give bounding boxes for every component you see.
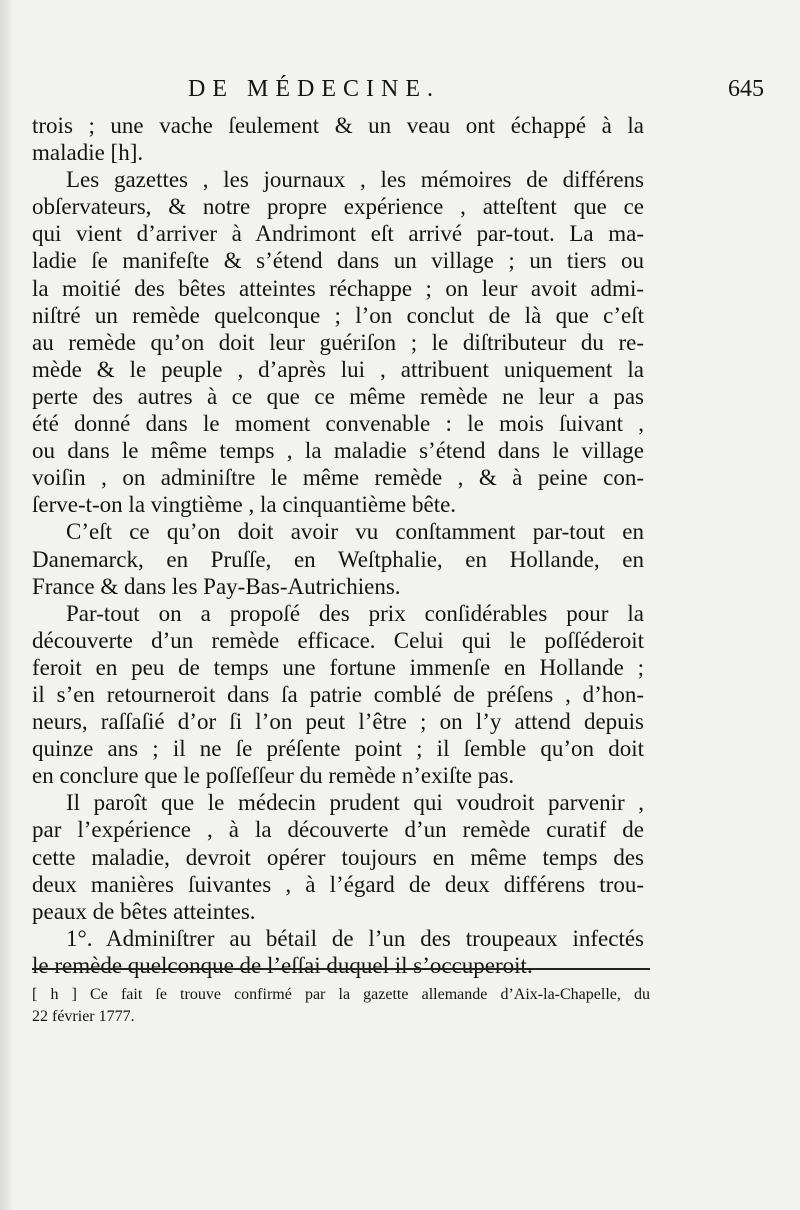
text-line: France & dans les Pay-Bas-Autrichiens. bbox=[32, 573, 401, 599]
text-line: neurs, raſſaſié d’or ſi l’on peut l’être ; on l’y attend depuis bbox=[32, 709, 644, 735]
running-head bbox=[30, 76, 792, 108]
footnote-line: 22 février 1777. bbox=[32, 1008, 135, 1025]
text-line: ſerve-t-on la vingtième , la cinquantième bête. bbox=[32, 492, 457, 518]
body-text bbox=[32, 112, 644, 979]
text-line: mède & le peuple , d’après lui , attribuent uniquement la bbox=[32, 356, 644, 382]
text-line: trois ; une vache ſeulement & un veau ont échappé à la bbox=[32, 113, 644, 138]
text-line: Les gazettes , les journaux , les mémoires de différens bbox=[66, 167, 644, 193]
text-line: la moitié des bêtes atteintes réchappe ; on leur avoit admi- bbox=[32, 275, 644, 301]
text-line: peaux de bêtes atteintes. bbox=[32, 898, 256, 924]
footnote-rule bbox=[32, 968, 650, 970]
text-line: il s’en retourneroit dans ſa patrie comblé de préſens , d’hon- bbox=[32, 681, 644, 707]
footnote bbox=[32, 984, 650, 1028]
text-line: 1°. Adminiſtrer au bétail de l’un des troupeaux infectés bbox=[66, 925, 644, 951]
text-line: le remède quelconque de l’eſſai duquel il s’occuperoit. bbox=[32, 952, 533, 978]
text-line: maladie [h]. bbox=[32, 140, 144, 166]
page-number: 645 bbox=[728, 76, 764, 102]
text-line: été donné dans le moment convenable : le mois ſuivant , bbox=[32, 411, 644, 437]
text-line: cette maladie, devroit opérer toujours en même temps des bbox=[32, 844, 644, 870]
text-line: qui vient d’arriver à Andrimont eſt arrivé par-tout. La ma- bbox=[32, 221, 644, 247]
text-line: perte des autres à ce que ce même remède ne leur a pas bbox=[32, 383, 644, 409]
text-line: au remède qu’on doit leur guériſon ; le diſtributeur du re- bbox=[32, 329, 644, 355]
text-line: Danemarck, en Pruſſe, en Weſtphalie, en Hollande, en bbox=[32, 546, 644, 572]
text-line: voiſin , on adminiſtre le même remède , & à peine con- bbox=[32, 465, 644, 491]
text-line: par l’expérience , à la découverte d’un remède curatif de bbox=[32, 817, 644, 843]
text-line: C’eſt ce qu’on doit avoir vu conſtamment par-tout en bbox=[66, 519, 644, 545]
text-line: Par-tout on a propoſé des prix conſidérables pour la bbox=[66, 600, 644, 626]
text-line: niſtré un remède quelconque ; l’on conclut de là que c’eſt bbox=[32, 302, 644, 328]
text-line: ou dans le même temps , la maladie s’étend dans le village bbox=[32, 438, 644, 464]
footnote-line: [ h ] Ce fait ſe trouve confirmé par la gazette allemande d’Aix-la-Chapelle, du bbox=[32, 986, 650, 1003]
running-title: DE MÉDECINE. bbox=[188, 76, 440, 102]
text-line: ladie ſe manifeſte & s’étend dans un village ; un tiers ou bbox=[32, 248, 644, 274]
text-line: découverte d’un remède efficace. Celui qui le poſſéderoit bbox=[32, 627, 644, 653]
text-line: obſervateurs, & notre propre expérience , atteſtent que ce bbox=[32, 194, 644, 220]
text-line: deux manières ſuivantes , à l’égard de deux différens trou- bbox=[32, 871, 644, 897]
page-gutter-shadow bbox=[0, 0, 14, 1210]
text-line: Il paroît que le médecin prudent qui voudroit parvenir , bbox=[66, 790, 644, 816]
text-line: quinze ans ; il ne ſe préſente point ; il ſemble qu’on doit bbox=[32, 736, 644, 762]
text-line: en conclure que le poſſeſſeur du remède n’exiſte pas. bbox=[32, 763, 515, 789]
text-line: feroit en peu de temps une fortune immenſe en Hollande ; bbox=[32, 654, 644, 680]
